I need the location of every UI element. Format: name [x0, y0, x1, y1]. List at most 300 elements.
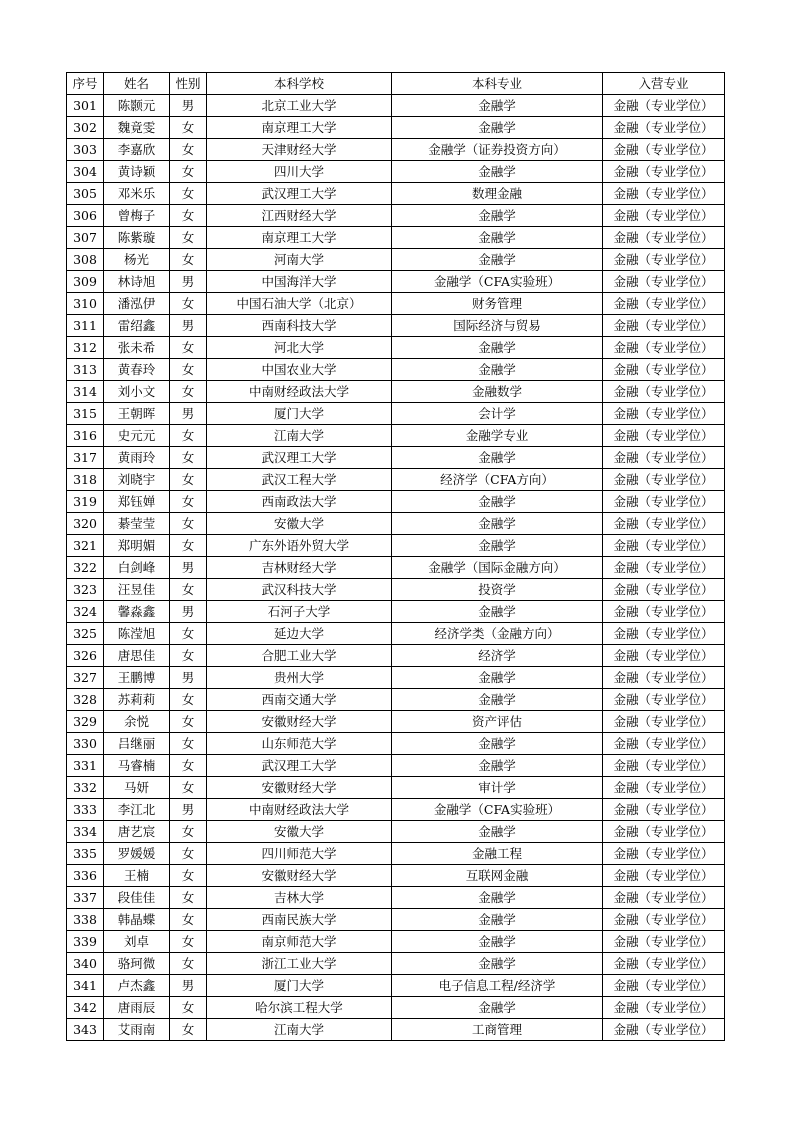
cell-index: 337: [67, 887, 104, 909]
cell-index: 317: [67, 447, 104, 469]
cell-school: 安徽大学: [207, 513, 392, 535]
cell-index: 308: [67, 249, 104, 271]
cell-name: 黄春玲: [104, 359, 170, 381]
cell-index: 315: [67, 403, 104, 425]
cell-index: 323: [67, 579, 104, 601]
cell-program: 金融（专业学位）: [603, 293, 725, 315]
cell-school: 江西财经大学: [207, 205, 392, 227]
cell-major: 经济学（CFA方向）: [392, 469, 603, 491]
cell-school: 厦门大学: [207, 403, 392, 425]
cell-name: 苏莉莉: [104, 689, 170, 711]
cell-gender: 女: [170, 447, 207, 469]
cell-gender: 男: [170, 403, 207, 425]
cell-name: 魏竟雯: [104, 117, 170, 139]
cell-program: 金融（专业学位）: [603, 601, 725, 623]
table-row: [67, 249, 725, 271]
cell-index: 318: [67, 469, 104, 491]
header-major: 本科专业: [392, 73, 603, 95]
cell-school: 四川大学: [207, 161, 392, 183]
header-school: 本科学校: [207, 73, 392, 95]
table-row: [67, 601, 725, 623]
table-row: [67, 689, 725, 711]
cell-gender: 女: [170, 909, 207, 931]
cell-index: 306: [67, 205, 104, 227]
cell-index: 322: [67, 557, 104, 579]
cell-name: 陈紫璇: [104, 227, 170, 249]
cell-index: 343: [67, 1019, 104, 1041]
cell-index: 333: [67, 799, 104, 821]
cell-program: 金融（专业学位）: [603, 249, 725, 271]
cell-school: 合肥工业大学: [207, 645, 392, 667]
cell-program: 金融（专业学位）: [603, 931, 725, 953]
cell-program: 金融（专业学位）: [603, 909, 725, 931]
cell-major: 金融学: [392, 117, 603, 139]
cell-index: 324: [67, 601, 104, 623]
cell-program: 金融（专业学位）: [603, 425, 725, 447]
cell-index: 335: [67, 843, 104, 865]
cell-school: 安徽大学: [207, 821, 392, 843]
cell-program: 金融（专业学位）: [603, 139, 725, 161]
cell-school: 中南财经政法大学: [207, 799, 392, 821]
cell-index: 325: [67, 623, 104, 645]
cell-name: 王朝晖: [104, 403, 170, 425]
table-row: [67, 513, 725, 535]
cell-major: 金融工程: [392, 843, 603, 865]
cell-school: 武汉理工大学: [207, 183, 392, 205]
cell-program: 金融（专业学位）: [603, 689, 725, 711]
table-row: [67, 623, 725, 645]
table-row: [67, 381, 725, 403]
cell-program: 金融（专业学位）: [603, 403, 725, 425]
cell-major: 金融学: [392, 95, 603, 117]
cell-school: 西南民族大学: [207, 909, 392, 931]
table-row: [67, 821, 725, 843]
cell-index: 329: [67, 711, 104, 733]
cell-school: 中国农业大学: [207, 359, 392, 381]
cell-name: 陈颢元: [104, 95, 170, 117]
table-row: [67, 535, 725, 557]
cell-major: 金融学: [392, 887, 603, 909]
cell-index: 334: [67, 821, 104, 843]
cell-school: 安徽财经大学: [207, 865, 392, 887]
cell-major: 互联网金融: [392, 865, 603, 887]
cell-name: 白剑峰: [104, 557, 170, 579]
table-row: [67, 667, 725, 689]
cell-major: 金融学: [392, 205, 603, 227]
cell-major: 金融学: [392, 227, 603, 249]
cell-index: 309: [67, 271, 104, 293]
cell-gender: 女: [170, 337, 207, 359]
cell-program: 金融（专业学位）: [603, 865, 725, 887]
cell-index: 330: [67, 733, 104, 755]
cell-gender: 女: [170, 183, 207, 205]
table-row: [67, 1019, 725, 1041]
cell-gender: 女: [170, 227, 207, 249]
cell-school: 江南大学: [207, 1019, 392, 1041]
cell-gender: 女: [170, 997, 207, 1019]
cell-program: 金融（专业学位）: [603, 557, 725, 579]
cell-gender: 女: [170, 139, 207, 161]
cell-major: 金融学（CFA实验班）: [392, 271, 603, 293]
cell-school: 武汉工程大学: [207, 469, 392, 491]
cell-program: 金融（专业学位）: [603, 117, 725, 139]
cell-name: 杨光: [104, 249, 170, 271]
cell-major: 财务管理: [392, 293, 603, 315]
cell-index: 339: [67, 931, 104, 953]
cell-name: 罗媛媛: [104, 843, 170, 865]
cell-gender: 女: [170, 755, 207, 777]
cell-gender: 男: [170, 95, 207, 117]
table-row: [67, 117, 725, 139]
cell-program: 金融（专业学位）: [603, 469, 725, 491]
cell-name: 刘小文: [104, 381, 170, 403]
cell-name: 黄雨玲: [104, 447, 170, 469]
cell-name: 史元元: [104, 425, 170, 447]
cell-major: 金融学: [392, 667, 603, 689]
cell-school: 哈尔滨工程大学: [207, 997, 392, 1019]
cell-gender: 女: [170, 733, 207, 755]
cell-program: 金融（专业学位）: [603, 315, 725, 337]
cell-program: 金融（专业学位）: [603, 227, 725, 249]
cell-name: 吕继丽: [104, 733, 170, 755]
header-program: 入营专业: [603, 73, 725, 95]
cell-name: 馨淼鑫: [104, 601, 170, 623]
cell-name: 雷绍鑫: [104, 315, 170, 337]
cell-school: 武汉科技大学: [207, 579, 392, 601]
cell-program: 金融（专业学位）: [603, 271, 725, 293]
cell-index: 336: [67, 865, 104, 887]
table-row: [67, 205, 725, 227]
cell-name: 潘泓伊: [104, 293, 170, 315]
cell-program: 金融（专业学位）: [603, 645, 725, 667]
cell-name: 綦莹莹: [104, 513, 170, 535]
cell-major: 工商管理: [392, 1019, 603, 1041]
cell-name: 郑明媚: [104, 535, 170, 557]
cell-major: 金融学专业: [392, 425, 603, 447]
cell-gender: 男: [170, 667, 207, 689]
cell-school: 四川师范大学: [207, 843, 392, 865]
cell-major: 金融学（国际金融方向）: [392, 557, 603, 579]
cell-program: 金融（专业学位）: [603, 161, 725, 183]
cell-name: 李嘉欣: [104, 139, 170, 161]
cell-index: 302: [67, 117, 104, 139]
cell-major: 国际经济与贸易: [392, 315, 603, 337]
cell-major: 金融学（CFA实验班）: [392, 799, 603, 821]
cell-major: 经济学类（金融方向）: [392, 623, 603, 645]
cell-gender: 女: [170, 249, 207, 271]
cell-name: 郑钰婵: [104, 491, 170, 513]
cell-program: 金融（专业学位）: [603, 711, 725, 733]
cell-name: 王楠: [104, 865, 170, 887]
cell-index: 321: [67, 535, 104, 557]
cell-program: 金融（专业学位）: [603, 997, 725, 1019]
cell-index: 338: [67, 909, 104, 931]
table-row: [67, 337, 725, 359]
table-row: [67, 557, 725, 579]
cell-school: 西南科技大学: [207, 315, 392, 337]
cell-index: 316: [67, 425, 104, 447]
cell-index: 332: [67, 777, 104, 799]
cell-gender: 女: [170, 931, 207, 953]
cell-school: 浙江工业大学: [207, 953, 392, 975]
cell-major: 金融学: [392, 513, 603, 535]
cell-gender: 女: [170, 381, 207, 403]
cell-index: 307: [67, 227, 104, 249]
table-row: [67, 491, 725, 513]
cell-name: 马睿楠: [104, 755, 170, 777]
table-body: [67, 95, 725, 1041]
cell-index: 326: [67, 645, 104, 667]
cell-major: 金融学: [392, 733, 603, 755]
cell-major: 金融学: [392, 491, 603, 513]
cell-name: 王鹏博: [104, 667, 170, 689]
table-row: [67, 359, 725, 381]
cell-gender: 男: [170, 601, 207, 623]
cell-name: 曾梅子: [104, 205, 170, 227]
cell-school: 武汉理工大学: [207, 447, 392, 469]
cell-program: 金融（专业学位）: [603, 777, 725, 799]
cell-name: 马妍: [104, 777, 170, 799]
cell-index: 311: [67, 315, 104, 337]
cell-gender: 女: [170, 161, 207, 183]
cell-program: 金融（专业学位）: [603, 755, 725, 777]
cell-gender: 男: [170, 799, 207, 821]
cell-gender: 女: [170, 821, 207, 843]
cell-gender: 女: [170, 711, 207, 733]
header-row: [67, 73, 725, 95]
cell-school: 中南财经政法大学: [207, 381, 392, 403]
table-row: [67, 403, 725, 425]
cell-major: 投资学: [392, 579, 603, 601]
cell-school: 中国海洋大学: [207, 271, 392, 293]
cell-school: 安徽财经大学: [207, 711, 392, 733]
cell-index: 313: [67, 359, 104, 381]
cell-major: 金融学: [392, 601, 603, 623]
cell-gender: 女: [170, 777, 207, 799]
cell-gender: 女: [170, 491, 207, 513]
cell-index: 312: [67, 337, 104, 359]
cell-gender: 女: [170, 205, 207, 227]
cell-index: 340: [67, 953, 104, 975]
cell-major: 金融学: [392, 447, 603, 469]
cell-gender: 女: [170, 293, 207, 315]
table-row: [67, 931, 725, 953]
cell-major: 金融学: [392, 689, 603, 711]
cell-program: 金融（专业学位）: [603, 205, 725, 227]
cell-gender: 女: [170, 843, 207, 865]
cell-major: 金融学: [392, 161, 603, 183]
cell-gender: 女: [170, 645, 207, 667]
cell-school: 南京理工大学: [207, 227, 392, 249]
header-index: 序号: [67, 73, 104, 95]
cell-index: 320: [67, 513, 104, 535]
cell-major: 金融学: [392, 953, 603, 975]
table-row: [67, 865, 725, 887]
table-row: [67, 139, 725, 161]
cell-program: 金融（专业学位）: [603, 975, 725, 997]
cell-major: 金融学（证券投资方向）: [392, 139, 603, 161]
cell-school: 中国石油大学（北京）: [207, 293, 392, 315]
cell-index: 319: [67, 491, 104, 513]
cell-index: 310: [67, 293, 104, 315]
cell-index: 342: [67, 997, 104, 1019]
cell-index: 301: [67, 95, 104, 117]
cell-major: 金融学: [392, 909, 603, 931]
cell-school: 吉林财经大学: [207, 557, 392, 579]
cell-program: 金融（专业学位）: [603, 1019, 725, 1041]
table-row: [67, 953, 725, 975]
cell-program: 金融（专业学位）: [603, 821, 725, 843]
cell-school: 吉林大学: [207, 887, 392, 909]
table-row: [67, 95, 725, 117]
cell-name: 邓米乐: [104, 183, 170, 205]
cell-program: 金融（专业学位）: [603, 623, 725, 645]
cell-name: 李江北: [104, 799, 170, 821]
table-row: [67, 711, 725, 733]
table-header: [67, 73, 725, 95]
cell-name: 陈滢旭: [104, 623, 170, 645]
cell-major: 审计学: [392, 777, 603, 799]
cell-gender: 女: [170, 689, 207, 711]
cell-name: 段佳佳: [104, 887, 170, 909]
cell-name: 唐艺宸: [104, 821, 170, 843]
cell-school: 山东师范大学: [207, 733, 392, 755]
cell-major: 金融学: [392, 359, 603, 381]
cell-gender: 女: [170, 359, 207, 381]
cell-school: 西南交通大学: [207, 689, 392, 711]
table-row: [67, 887, 725, 909]
cell-school: 贵州大学: [207, 667, 392, 689]
table-row: [67, 227, 725, 249]
cell-gender: 女: [170, 579, 207, 601]
table-row: [67, 975, 725, 997]
cell-name: 艾雨南: [104, 1019, 170, 1041]
cell-name: 刘晓宇: [104, 469, 170, 491]
cell-gender: 女: [170, 513, 207, 535]
table-row: [67, 469, 725, 491]
cell-gender: 男: [170, 557, 207, 579]
cell-school: 南京理工大学: [207, 117, 392, 139]
table-row: [67, 161, 725, 183]
table-row: [67, 645, 725, 667]
cell-gender: 女: [170, 865, 207, 887]
cell-major: 资产评估: [392, 711, 603, 733]
cell-gender: 女: [170, 887, 207, 909]
cell-school: 武汉理工大学: [207, 755, 392, 777]
cell-name: 卢杰鑫: [104, 975, 170, 997]
header-name: 姓名: [104, 73, 170, 95]
cell-gender: 男: [170, 975, 207, 997]
cell-gender: 男: [170, 315, 207, 337]
cell-index: 305: [67, 183, 104, 205]
cell-program: 金融（专业学位）: [603, 491, 725, 513]
cell-school: 石河子大学: [207, 601, 392, 623]
cell-index: 331: [67, 755, 104, 777]
cell-major: 电子信息工程/经济学: [392, 975, 603, 997]
table-row: [67, 579, 725, 601]
header-gender: 性别: [170, 73, 207, 95]
cell-name: 余悦: [104, 711, 170, 733]
cell-name: 汪昱佳: [104, 579, 170, 601]
cell-school: 广东外语外贸大学: [207, 535, 392, 557]
cell-name: 唐思佳: [104, 645, 170, 667]
cell-school: 天津财经大学: [207, 139, 392, 161]
cell-index: 303: [67, 139, 104, 161]
table-row: [67, 315, 725, 337]
cell-gender: 女: [170, 1019, 207, 1041]
cell-school: 西南政法大学: [207, 491, 392, 513]
cell-name: 张未希: [104, 337, 170, 359]
cell-major: 金融学: [392, 337, 603, 359]
cell-program: 金融（专业学位）: [603, 799, 725, 821]
table-row: [67, 843, 725, 865]
cell-major: 数理金融: [392, 183, 603, 205]
cell-name: 刘卓: [104, 931, 170, 953]
cell-index: 328: [67, 689, 104, 711]
table-row: [67, 997, 725, 1019]
cell-program: 金融（专业学位）: [603, 513, 725, 535]
table-row: [67, 271, 725, 293]
table-row: [67, 777, 725, 799]
cell-program: 金融（专业学位）: [603, 733, 725, 755]
cell-program: 金融（专业学位）: [603, 667, 725, 689]
cell-program: 金融（专业学位）: [603, 447, 725, 469]
roster-table: [66, 72, 725, 1041]
table-row: [67, 183, 725, 205]
cell-major: 会计学: [392, 403, 603, 425]
cell-major: 经济学: [392, 645, 603, 667]
cell-gender: 女: [170, 117, 207, 139]
cell-school: 河南大学: [207, 249, 392, 271]
cell-major: 金融学: [392, 821, 603, 843]
table-row: [67, 447, 725, 469]
cell-school: 南京师范大学: [207, 931, 392, 953]
cell-major: 金融学: [392, 535, 603, 557]
cell-program: 金融（专业学位）: [603, 579, 725, 601]
cell-program: 金融（专业学位）: [603, 337, 725, 359]
cell-school: 厦门大学: [207, 975, 392, 997]
cell-name: 林诗旭: [104, 271, 170, 293]
cell-gender: 男: [170, 271, 207, 293]
cell-index: 341: [67, 975, 104, 997]
cell-school: 江南大学: [207, 425, 392, 447]
table-row: [67, 293, 725, 315]
cell-index: 304: [67, 161, 104, 183]
cell-index: 314: [67, 381, 104, 403]
table-row: [67, 733, 725, 755]
cell-gender: 女: [170, 535, 207, 557]
cell-major: 金融数学: [392, 381, 603, 403]
table-row: [67, 909, 725, 931]
cell-major: 金融学: [392, 931, 603, 953]
cell-major: 金融学: [392, 997, 603, 1019]
table-row: [67, 755, 725, 777]
cell-program: 金融（专业学位）: [603, 381, 725, 403]
cell-program: 金融（专业学位）: [603, 953, 725, 975]
cell-gender: 女: [170, 623, 207, 645]
cell-program: 金融（专业学位）: [603, 887, 725, 909]
cell-gender: 女: [170, 425, 207, 447]
cell-program: 金融（专业学位）: [603, 183, 725, 205]
cell-school: 河北大学: [207, 337, 392, 359]
cell-program: 金融（专业学位）: [603, 843, 725, 865]
cell-school: 安徽财经大学: [207, 777, 392, 799]
cell-name: 唐雨辰: [104, 997, 170, 1019]
cell-gender: 女: [170, 469, 207, 491]
table-row: [67, 799, 725, 821]
cell-school: 北京工业大学: [207, 95, 392, 117]
cell-gender: 女: [170, 953, 207, 975]
